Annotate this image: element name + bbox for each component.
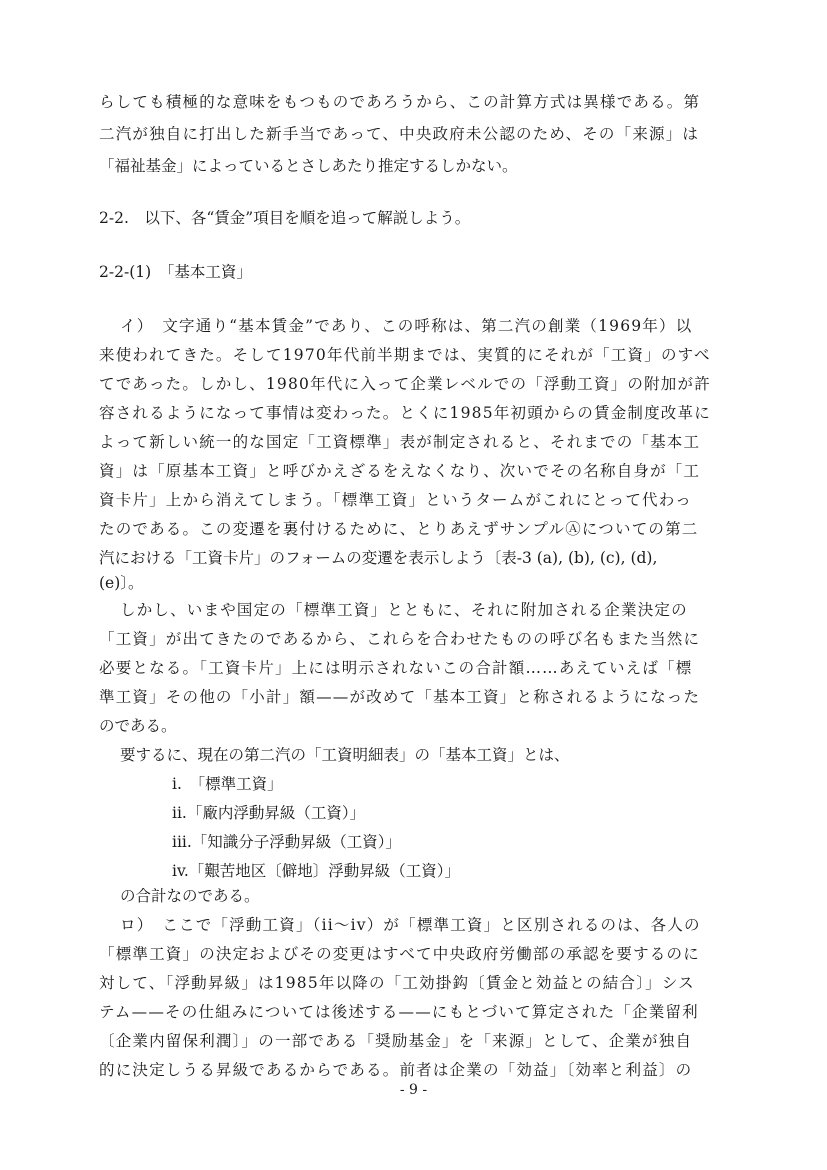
body-line: 的に決定しうる昇級であるからである。前者は企業の「効益」〔効率と利益〕の [99, 1061, 693, 1079]
body-line: 対して、「浮動昇級」は1985年以降の「工効掛鈎〔賃金と効益との結合〕」シス [99, 974, 695, 992]
body-line: 「工資」が出てきたのであるから、これらを合わせたものの呼び名もまた当然に [99, 630, 701, 648]
section-heading: 2-2. 以下、各“賃金”項目を順を追って解説しよう。 [99, 209, 471, 227]
body-line: ロ） ここで「浮動工資」（ii～iv）が「標準工資」と区別されるのは、各人の [120, 916, 701, 934]
list-item: iii.「知識分子浮動昇級（工資）」 [172, 833, 402, 851]
list-item: ii.「廠内浮動昇級（工資）」 [172, 804, 366, 822]
body-line: しかし、いまや国定の「標準工資」とともに、それに附加される企業決定の [120, 601, 688, 619]
body-line: 〔企業内留保利潤〕」の一部である「奨励基金」を「来源」として、企業が独自 [99, 1032, 693, 1050]
body-line: (e)〕。 [99, 574, 144, 592]
body-line: 要するに、現在の第二汽の「工資明細表」の「基本工資」とは、 [120, 746, 570, 764]
body-line: 来使われてきた。そして1970年代前半期までは、実質的にそれが「工資」のすべ [99, 346, 711, 364]
body-line: 「福祉基金」によっているとさしあたり推定するしかない。 [99, 157, 518, 175]
body-line: 準工資」その他の「小計」額——が改めて「基本工資」と称されるようになった [99, 688, 701, 706]
body-line: てであった。しかし、1980年代に入って企業レベルでの「浮動工資」の附加が許 [99, 375, 711, 393]
body-line: 容されるようになって事情は変わった。とくに1985年初頭からの賃金制度改革に [99, 404, 711, 422]
list-item: iv.「艱苦地区〔僻地〕浮動昇級（工資）」 [172, 862, 461, 880]
page-number: - 9 - [399, 1082, 428, 1098]
body-line: の合計なのである。 [120, 887, 260, 905]
body-line: 汽における「工資卡片」のフォームの変遷を表示しよう〔表-3 (a), (b), (c), (d), [99, 549, 658, 567]
body-line: イ） 文字通り“基本賃金”であり、この呼称は、第二汽の創業（1969年）以 [120, 317, 693, 335]
list-item: i. 「標準工資」 [172, 775, 283, 793]
body-line: たのである。この変遷を裏付けるために、とりあえずサンプルⒶについての第二 [99, 520, 699, 538]
body-line: 必要となる。「工資卡片」上には明示されないこの合計額……あえていえば「標 [99, 659, 693, 677]
body-line: らしても積極的な意味をもつものであろうから、この計算方式は異様である。第 [99, 93, 701, 111]
body-line: のである。 [99, 717, 177, 735]
body-line: 「標準工資」の決定およびその変更はすべて中央政府労働部の承認を要するのに [99, 945, 700, 963]
body-line: よって新しい統一的な国定「工資標準」表が制定されると、それまでの「基本工 [99, 433, 701, 451]
body-line: 資」は「原基本工資」と呼びかえざるをえなくなり、次いでその名称自身が「工 [99, 462, 701, 480]
body-line: テム——その仕組みについては後述する——にもとづいて算定された「企業留利 [99, 1003, 699, 1021]
body-line: 二汽が独自に打出した新手当であって、中央政府未公認のため、その「来源」は [99, 125, 700, 143]
subsection-heading: 2-2-(1) 「基本工資」 [99, 263, 252, 281]
body-line: 資卡片」上から消えてしまう。「標準工資」というタームがこれにとって代わっ [99, 491, 692, 509]
